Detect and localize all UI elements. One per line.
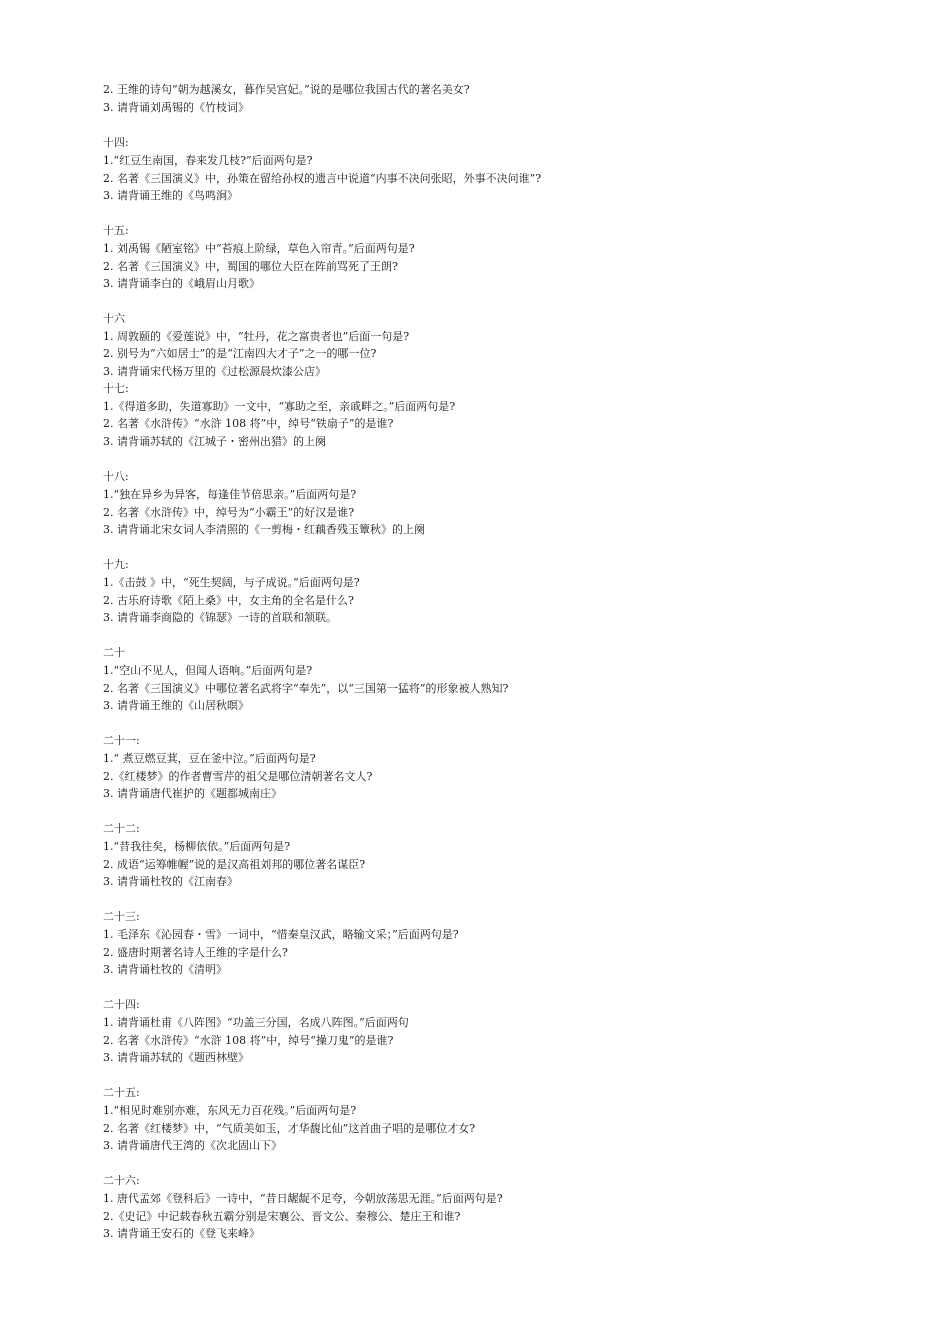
section-heading: 二十 [103, 646, 125, 659]
section-heading: 二十三: [103, 910, 140, 923]
text-line: 2. 名著《水浒传》中，绰号为“小霸王”的好汉是谁? [103, 506, 355, 519]
section-heading: 二十四: [103, 998, 140, 1011]
text-line: 3. 请背诵刘禹锡的《竹枝词》 [103, 101, 249, 114]
text-line: 3. 请背诵王维的《鸟鸣涧》 [103, 189, 238, 202]
text-line: 1. 请背诵杜甫《八阵图》“功盖三分国，名成八阵图。”后面两句 [103, 1016, 409, 1029]
text-line: 1. 毛泽东《沁园春・雪》一词中，“惜秦皇汉武，略输文采；”后面两句是? [103, 928, 459, 941]
text-line: 1.《得道多助，失道寡助》一文中，“寡助之至，亲戚畔之。”后面两句是? [103, 400, 456, 413]
text-line: 1. 刘禹锡《陋室铭》中“苔痕上阶绿，草色入帘青。”后面两句是? [103, 242, 415, 255]
text-line: 1.“昔我往矣，杨柳依依。”后面两句是? [103, 840, 291, 853]
text-line: 2. 名著《红楼梦》中，“气质美如玉，才华馥比仙”这首曲子唱的是哪位才女? [103, 1122, 476, 1135]
text-line: 2.《史记》中记载春秋五霸分别是宋襄公、晋文公、秦穆公、楚庄王和谁? [103, 1210, 461, 1223]
text-line: 3. 请背诵唐代崔护的《题都城南庄》 [103, 787, 282, 800]
text-line: 2. 王维的诗句“朝为越溪女，暮作吴宫妃。”说的是哪位我国古代的著名美女? [103, 83, 470, 96]
text-line: 3. 请背诵宋代杨万里的《过松源晨炊漆公店》 [103, 365, 326, 378]
text-line: 2. 名著《三国演义》中哪位著名武将字“奉先”，以“三国第一猛将”的形象被人熟知? [103, 682, 509, 695]
text-line: 1.“独在异乡为异客，每逢佳节倍思亲。”后面两句是? [103, 488, 357, 501]
text-line: 2. 古乐府诗歌《陌上桑》中，女主角的全名是什么? [103, 594, 354, 607]
text-line: 1. 唐代孟郊《登科后》一诗中，“昔日龌龊不足夸，今朝放荡思无涯。”后面两句是? [103, 1192, 503, 1205]
section-heading: 十六 [103, 312, 125, 325]
text-line: 3. 请背诵北宋女词人李清照的《一剪梅・红藕香残玉簟秋》的上阕 [103, 523, 425, 536]
text-line: 3. 请背诵王安石的《登飞来峰》 [103, 1227, 260, 1240]
section-heading: 十四: [103, 136, 129, 149]
section-heading: 二十六: [103, 1174, 140, 1187]
text-line: 2. 名著《三国演义》中，蜀国的哪位大臣在阵前骂死了王朗? [103, 260, 398, 273]
text-line: 1.“红豆生南国，春来发几枝?”后面两句是? [103, 154, 313, 167]
section-heading: 二十一: [103, 734, 140, 747]
text-line: 3. 请背诵苏轼的《江城子・密州出猎》的上阕 [103, 435, 326, 448]
text-line: 2. 成语“运筹帷幄”说的是汉高祖刘邦的哪位著名谋臣? [103, 858, 366, 871]
section-heading: 二十五: [103, 1086, 140, 1099]
text-line: 1.“ 煮豆燃豆萁，豆在釜中泣。”后面两句是? [103, 752, 316, 765]
text-line: 3. 请背诵李商隐的《锦瑟》一诗的首联和颔联。 [103, 611, 337, 624]
text-line: 2. 名著《三国演义》中，孙策在留给孙权的遗言中说道“内事不决问张昭，外事不决问谁”? [103, 172, 542, 185]
text-line: 2.《红楼梦》的作者曹雪芹的祖父是哪位清朝著名文人? [103, 770, 373, 783]
text-line: 2. 盛唐时期著名诗人王维的字是什么? [103, 946, 288, 959]
text-line: 3. 请背诵王维的《山居秋暝》 [103, 699, 249, 712]
text-line: 3. 请背诵唐代王湾的《次北固山下》 [103, 1139, 282, 1152]
section-heading: 二十二: [103, 822, 140, 835]
section-heading: 十八: [103, 470, 129, 483]
text-line: 1.“空山不见人，但闻人语响。”后面两句是? [103, 664, 313, 677]
text-line: 1.《击鼓 》中，“死生契阔，与子成说。”后面两句是? [103, 576, 360, 589]
section-heading: 十九: [103, 558, 129, 571]
text-line: 3. 请背诵李白的《峨眉山月歌》 [103, 277, 260, 290]
text-line: 3. 请背诵苏轼的《题西林壁》 [103, 1051, 249, 1064]
section-heading: 十七: [103, 382, 129, 395]
text-line: 1. 周敦颐的《爱莲说》中，“牡丹，花之富贵者也”后面一句是? [103, 330, 410, 343]
text-line: 2. 名著《水浒传》“水浒 108 将”中，绰号“铁扇子”的是谁? [103, 417, 394, 430]
text-line: 1.“相见时难别亦难，东风无力百花残。”后面两句是? [103, 1104, 357, 1117]
text-line: 3. 请背诵杜牧的《清明》 [103, 963, 227, 976]
text-line: 2. 别号为“六如居士”的是“江南四大才子”之一的哪一位? [103, 347, 377, 360]
text-line: 2. 名著《水浒传》“水浒 108 将”中，绰号“操刀鬼”的是谁? [103, 1034, 394, 1047]
text-line: 3. 请背诵杜牧的《江南春》 [103, 875, 238, 888]
section-heading: 十五: [103, 224, 129, 237]
